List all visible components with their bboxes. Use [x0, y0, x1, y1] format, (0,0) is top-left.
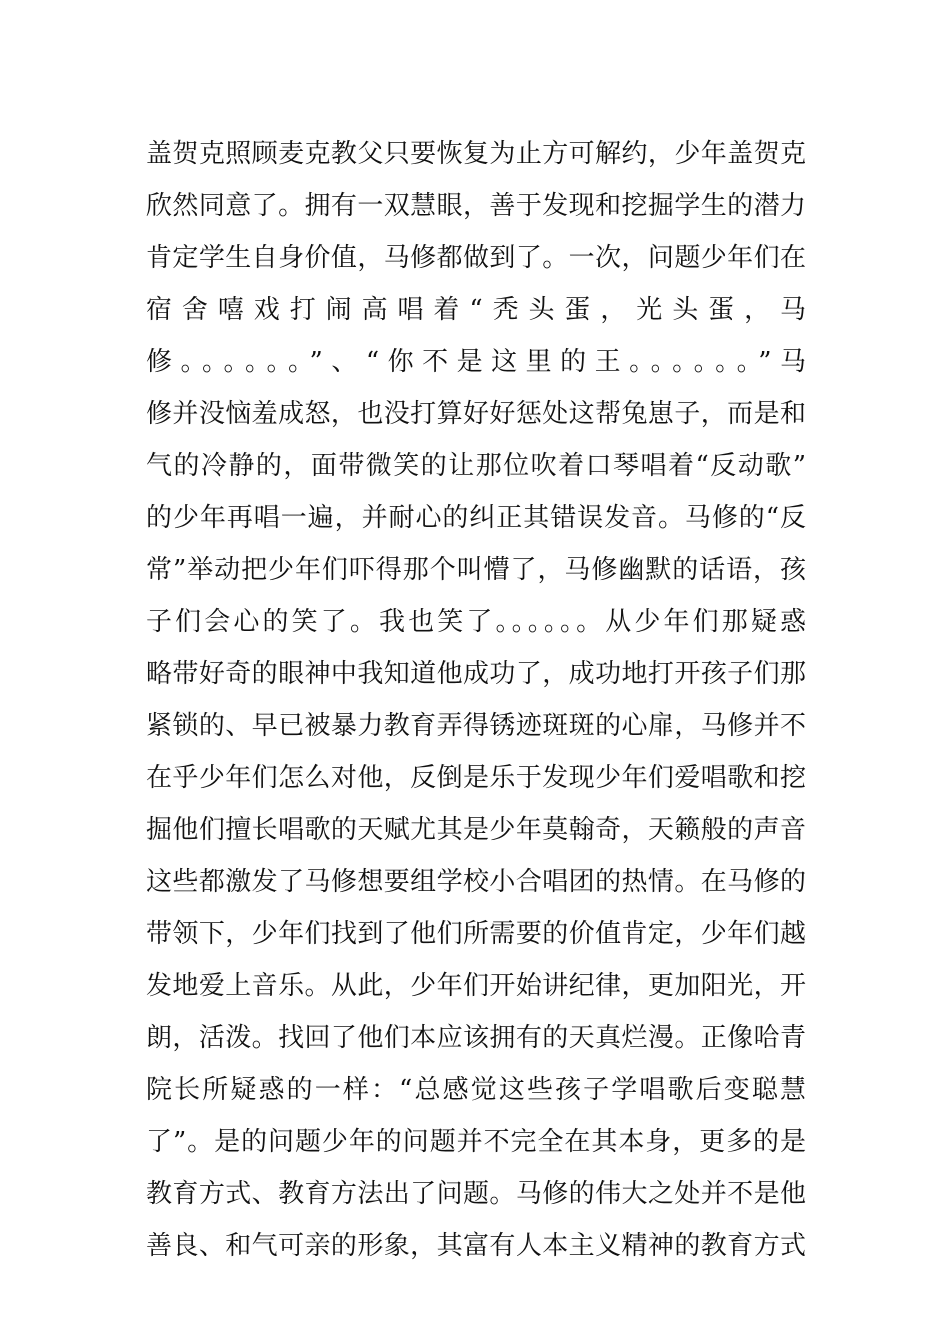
text-line: 院长所疑惑的一样：“总感觉这些孩子学唱歌后变聪慧 — [146, 1075, 806, 1105]
text-line: 盖贺克照顾麦克教父只要恢复为止方可解约，少年盖贺克 — [146, 139, 806, 169]
text-line: 朗，活泼。找回了他们本应该拥有的天真烂漫。正像哈青 — [146, 1023, 806, 1053]
text-line: 欣然同意了。拥有一双慧眼，善于发现和挖掘学生的潜力 — [146, 191, 806, 221]
text-line: 带领下，少年们找到了他们所需要的价值肯定，少年们越 — [146, 919, 806, 949]
text-line: 常”举动把少年们吓得那个叫懵了，马修幽默的话语，孩 — [146, 555, 806, 585]
text-line: 修并没恼羞成怒，也没打算好好惩处这帮兔崽子，而是和 — [146, 399, 806, 429]
body-paragraph — [146, 128, 806, 1272]
text-line: 善良、和气可亲的形象，其富有人本主义精神的教育方式 — [146, 1231, 806, 1261]
text-line: 紧锁的、早已被暴力教育弄得锈迹斑斑的心扉，马修并不 — [146, 711, 806, 741]
text-line: 掘他们擅长唱歌的天赋尤其是少年莫翰奇，天籁般的声音 — [146, 815, 806, 845]
text-line: 气的冷静的，面带微笑的让那位吹着口琴唱着“反动歌” — [146, 451, 806, 481]
text-line: 的少年再唱一遍，并耐心的纠正其错误发音。马修的“反 — [146, 503, 806, 533]
text-line: 了”。是的问题少年的问题并不完全在其本身，更多的是 — [146, 1127, 806, 1157]
text-line: 这些都激发了马修想要组学校小合唱团的热情。在马修的 — [146, 867, 806, 897]
text-line: 宿舍嘻戏打闹高唱着“秃头蛋，光头蛋，马 — [146, 295, 806, 325]
text-line: 教育方式、教育方法出了问题。马修的伟大之处并不是他 — [146, 1179, 806, 1209]
text-line: 略带好奇的眼神中我知道他成功了，成功地打开孩子们那 — [146, 659, 806, 689]
text-line: 修。。。。。。”、“你不是这里的王。。。。。。”马 — [146, 347, 806, 377]
text-line: 在乎少年们怎么对他，反倒是乐于发现少年们爱唱歌和挖 — [146, 763, 806, 793]
text-line: 子们会心的笑了。我也笑了。。。。。。从少年们那疑惑 — [146, 607, 806, 637]
text-line: 发地爱上音乐。从此，少年们开始讲纪律，更加阳光，开 — [146, 971, 806, 1001]
text-line: 肯定学生自身价值，马修都做到了。一次，问题少年们在 — [146, 243, 806, 273]
